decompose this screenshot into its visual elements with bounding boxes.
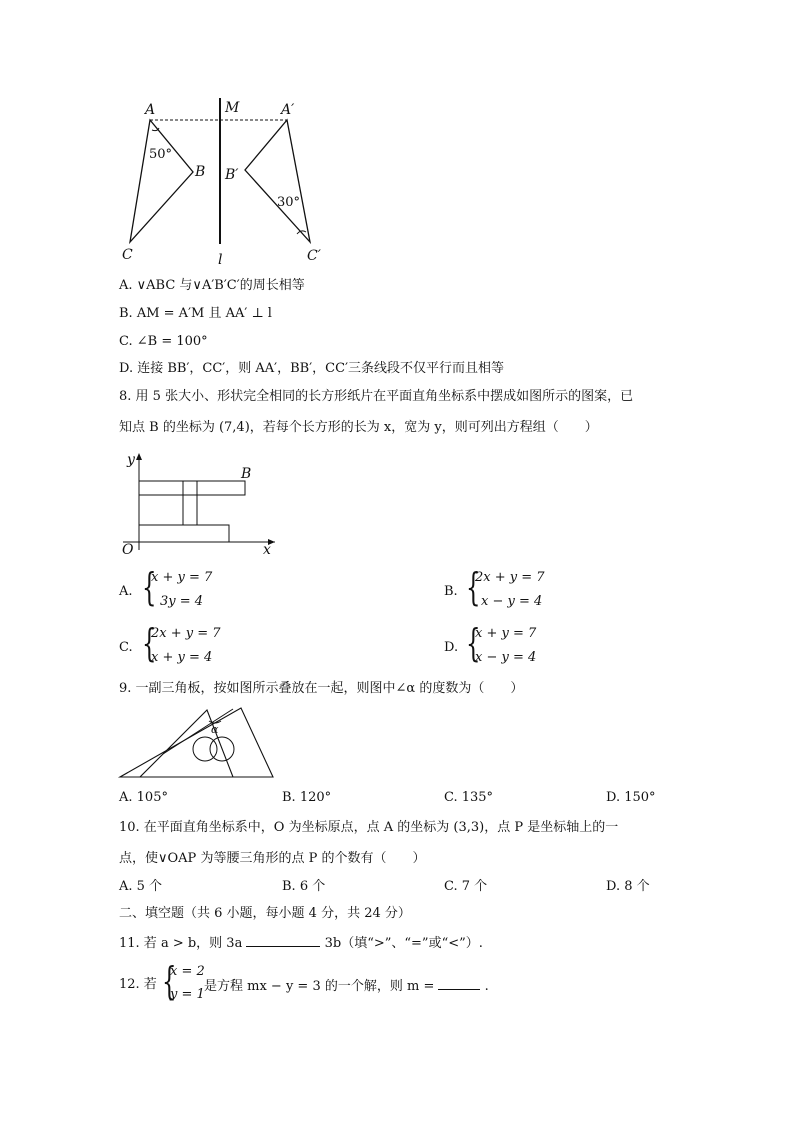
q8-option-c-brace: { xyxy=(142,621,157,665)
q11-suffix: 3b（填“>”、“=”或“<”）. xyxy=(324,936,483,951)
label-c: C xyxy=(122,247,133,263)
q10-stem-line1: 10. 在平面直角坐标系中，O 为坐标原点，点 A 的坐标为 (3,3)，点 P 是坐标轴上的一 xyxy=(119,820,619,835)
q8-option-b-label: B. xyxy=(444,584,458,599)
q8-point-b-label: B xyxy=(241,466,252,482)
q11-prefix: 11. 若 a > b，则 3a xyxy=(119,936,243,951)
q12-middle: 是方程 mx − y = 3 的一个解，则 m = xyxy=(204,979,435,994)
q10-option-a: A. 5 个 xyxy=(119,879,163,894)
label-a-prime: A′ xyxy=(281,102,295,118)
q12-prefix: 12. 若 xyxy=(119,977,157,992)
q9-alpha-label: α xyxy=(211,723,219,736)
q11-answer-blank[interactable] xyxy=(246,934,320,947)
q8-option-d-eq2: x − y = 4 xyxy=(475,650,537,665)
q8-stem-line1: 8. 用 5 张大小、形状完全相同的长方形纸片在平面直角坐标系中摆成如图所示的图案，已 xyxy=(119,389,634,404)
q8-option-a-brace: { xyxy=(142,565,157,609)
q9-option-c: C. 135° xyxy=(444,790,494,805)
q12-stem xyxy=(204,977,489,995)
q8-option-c-eq1: 2x + y = 7 xyxy=(151,626,221,641)
q8-option-a-eq2: 3y = 4 xyxy=(160,594,204,609)
section-title-fill-in: 二、填空题（共 6 小题，每小题 4 分，共 24 分） xyxy=(119,906,411,921)
q8-option-b-eq1: 2x + y = 7 xyxy=(475,570,545,585)
q7-option-c: C. ∠B = 100° xyxy=(119,334,208,349)
q8-stem-line2: 知点 B 的坐标为 (7,4)，若每个长方形的长为 x，宽为 y，则可列出方程组（ ） xyxy=(119,420,598,435)
q8-option-a-label: A. xyxy=(119,584,133,599)
q7-figure xyxy=(115,92,340,267)
q10-stem-line2: 点，使∨OAP 为等腰三角形的点 P 的个数有（ ） xyxy=(119,851,426,866)
q10-option-b: B. 6 个 xyxy=(282,879,326,894)
label-l: l xyxy=(218,252,223,267)
q12-end: . xyxy=(484,979,489,994)
q9-option-d: D. 150° xyxy=(606,790,656,805)
q8-option-b-eq2: x − y = 4 xyxy=(481,594,543,609)
q7-option-b: B. AM = A′M 且 AA′ ⊥ l xyxy=(119,306,272,321)
q12-answer-blank[interactable] xyxy=(438,977,480,990)
q8-option-b-brace: { xyxy=(466,565,481,609)
q9-option-a: A. 105° xyxy=(119,790,168,805)
q7-option-a: A. ∨ABC 与∨A′B′C′的周长相等 xyxy=(119,278,305,293)
label-m: M xyxy=(225,100,240,116)
q11-stem xyxy=(119,934,483,952)
q8-option-c-eq2: x + y = 4 xyxy=(151,650,213,665)
q12-brace: { xyxy=(162,959,177,1003)
q7-option-d: D. 连接 BB′，CC′，则 AA′，BB′，CC′三条线段不仅平行而且相等 xyxy=(119,361,505,376)
label-b: B xyxy=(195,164,206,180)
q9-stem: 9. 一副三角板，按如图所示叠放在一起，则图中∠α 的度数为（ ） xyxy=(119,681,524,696)
label-angle-30: 30° xyxy=(277,195,301,210)
label-b-prime: B′ xyxy=(225,167,239,183)
label-a: A xyxy=(145,102,156,118)
q10-option-d: D. 8 个 xyxy=(606,879,650,894)
q8-option-c-label: C. xyxy=(119,640,133,655)
q8-axis-x-label: x xyxy=(263,542,271,558)
q8-figure xyxy=(115,450,285,560)
q8-option-d-label: D. xyxy=(444,640,459,655)
q10-option-c: C. 7 个 xyxy=(444,879,488,894)
label-angle-50: 50° xyxy=(149,147,173,162)
q8-option-d-brace: { xyxy=(466,621,481,665)
q8-option-a-eq1: x + y = 7 xyxy=(151,570,213,585)
q12-eq2: y = 1 xyxy=(170,987,205,1002)
q8-option-d-eq1: x + y = 7 xyxy=(475,626,537,641)
q8-origin-label: O xyxy=(122,542,134,558)
q8-axis-y-label: y xyxy=(127,452,135,468)
label-c-prime: C′ xyxy=(307,248,321,264)
q9-figure xyxy=(115,700,280,782)
q12-eq1: x = 2 xyxy=(170,964,205,979)
q9-option-b: B. 120° xyxy=(282,790,332,805)
